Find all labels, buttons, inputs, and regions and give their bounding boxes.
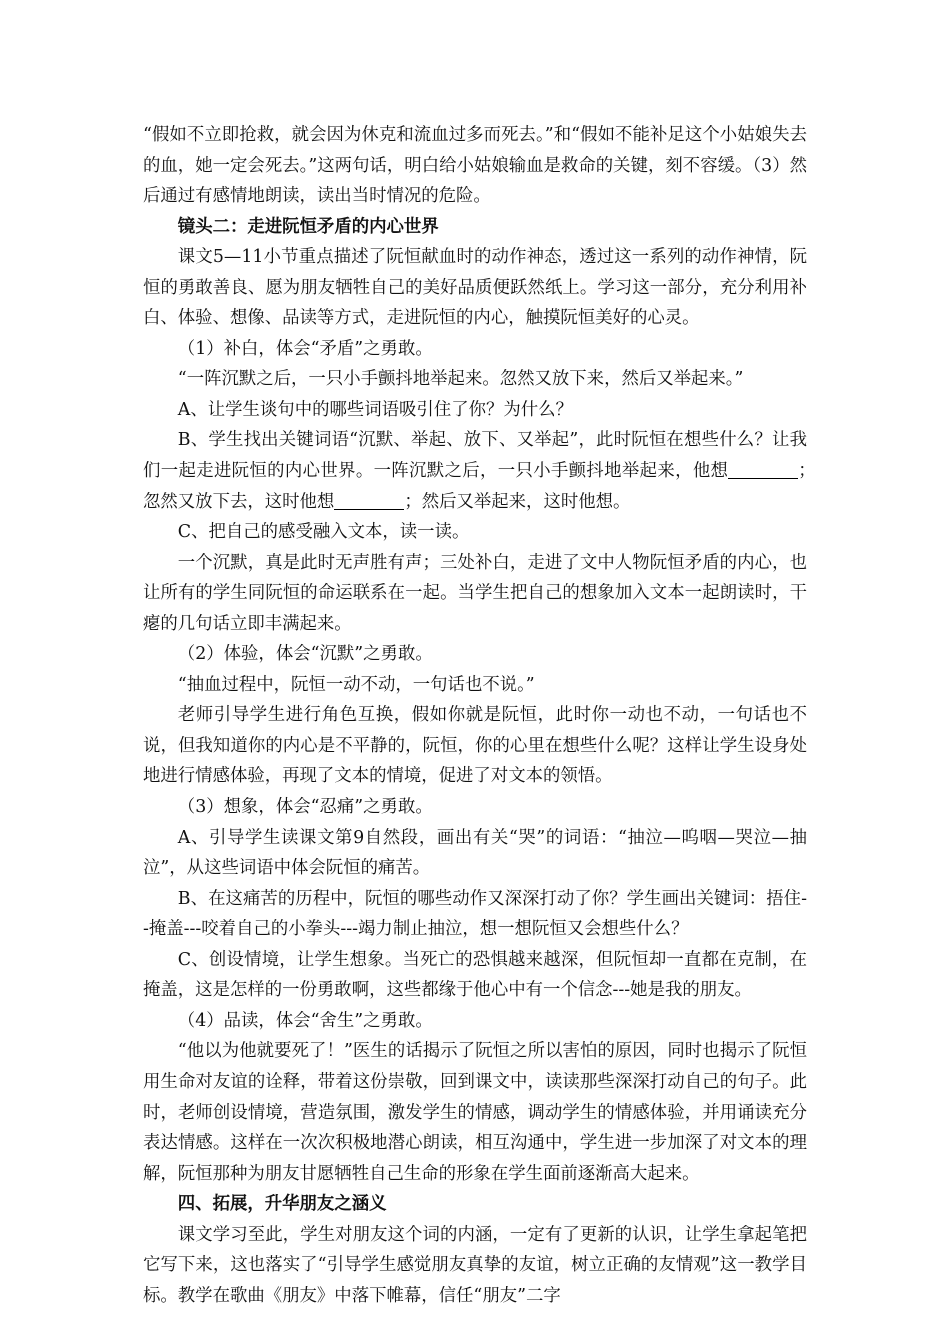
paragraph: A、引导学生读课文第9自然段，画出有关“哭”的词语：“抽泣—呜咽—哭泣—抽泣”，从这些词语中体会阮恒的痛苦。 bbox=[143, 827, 807, 879]
text-segment: 。 bbox=[613, 491, 631, 512]
paragraph: C、把自己的感受融入文本，读一读。 bbox=[177, 522, 470, 543]
paragraph: 一个沉默，真是此时无声胜有声；三处补白，走进了文中人物阮恒矛盾的内心，也让所有的学生同阮恒的命运联系在一起。当学生把自己的想象加入文本一起朗读时，干瘪的几句话立即丰满起来。 bbox=[143, 552, 807, 634]
paragraph: 课文学习至此，学生对朋友这个词的内涵，一定有了更新的认识，让学生拿起笔把它写下来，这也落实了“引导学生感觉朋友真挚的友谊，树立正确的友情观”这一教学目标。教学在歌曲《朋友》中落下帷幕，信任“朋友”二字 bbox=[143, 1224, 807, 1306]
paragraph: “抽血过程中，阮恒一动不动，一句话也不说。” bbox=[177, 674, 535, 695]
paragraph: A、让学生谈句中的哪些词语吸引住了你？为什么？ bbox=[177, 399, 573, 420]
fill-in-paragraph bbox=[143, 425, 825, 517]
paragraph: 老师引导学生进行角色互换，假如你就是阮恒，此时你一动也不动，一句话也不说，但我知道你的内心是不平静的，阮恒，你的心里在想些什么呢？这样让学生设身处地进行情感体验，再现了文本的情境，促进了对文本的领悟。 bbox=[143, 705, 807, 787]
paragraph: （1）补白，体会“矛盾”之勇敢。 bbox=[177, 338, 433, 359]
paragraph: B、在这痛苦的历程中，阮恒的哪些动作又深深打动了你？学生画出关键词：捂住--掩盖---咬着自己的小拳头---竭力制止抽泣，想一想阮恒又会想些什么？ bbox=[143, 888, 807, 940]
text-segment: ；然后又举起来，这时他想 bbox=[404, 491, 614, 512]
section-heading: 镜头二：走进阮恒矛盾的内心世界 bbox=[177, 216, 439, 237]
paragraph: “假如不立即抢救，就会因为休克和流血过多而死去。”和“假如不能补足这个小姑娘失去的血，她一定会死去。”这两句话，明白给小姑娘输血是救命的关键，刻不容缓。（3）然后通过有感情地朗读，读出当时情况的危险。 bbox=[143, 125, 807, 207]
paragraph: （4）品读，体会“舍生”之勇敢。 bbox=[177, 1010, 433, 1031]
paragraph: （2）体验，体会“沉默”之勇敢。 bbox=[177, 644, 433, 665]
answer-blank bbox=[334, 491, 404, 509]
answer-blank bbox=[728, 461, 798, 479]
paragraph: C、创设情境，让学生想象。当死亡的恐惧越来越深，但阮恒却一直都在克制，在掩盖，这是怎样的一份勇敢啊，这些都缘于他心中有一个信念---她是我的朋友。 bbox=[143, 949, 807, 1001]
text-segment: B、学生找出关键词语“沉默、举起、放下、又举起”，此时阮恒在想些什么？让我们一起走进阮恒的内心世界。一阵沉默之后，一只小手颤抖地举起来，他想 bbox=[143, 430, 807, 482]
paragraph: 课文5—11小节重点描述了阮恒献血时的动作神态，透过这一系列的动作神情，阮恒的勇敢善良、愿为朋友牺牲自己的美好品质便跃然纸上。学习这一部分，充分利用补白、体验、想像、品读等方式，走进阮恒的内心，触摸阮恒美好的心灵。 bbox=[143, 247, 807, 329]
paragraph: “他以为他就要死了！”医生的话揭示了阮恒之所以害怕的原因，同时也揭示了阮恒用生命对友谊的诠释，带着这份崇敬，回到课文中，读读那些深深打动自己的句子。此时，老师创设情境，营造氛围，激发学生的情感，调动学生的情感体验，并用诵读充分表达情感。这样在一次次积极地潜心朗读，相互沟通中，学生进一步加深了对文本的理解，阮恒那种为朋友甘愿牺牲自己生命的形象在学生面前逐渐高大起来。 bbox=[143, 1041, 807, 1184]
document-page bbox=[143, 120, 825, 1311]
text-segment: ； 忽然又放下去，这时他想 bbox=[143, 461, 825, 512]
paragraph: （3）想象，体会“忍痛”之勇敢。 bbox=[177, 797, 433, 818]
paragraph: “一阵沉默之后，一只小手颤抖地举起来。忽然又放下来，然后又举起来。” bbox=[177, 369, 744, 390]
section-heading: 四、拓展，升华朋友之涵义 bbox=[177, 1194, 387, 1215]
